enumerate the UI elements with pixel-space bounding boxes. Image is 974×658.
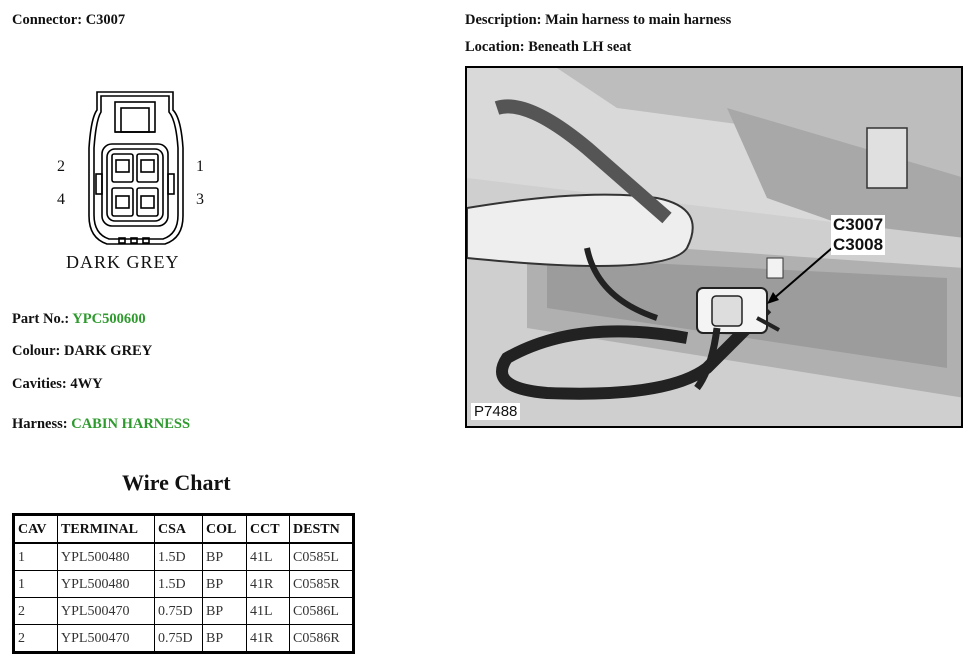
cell-cct: 41R <box>247 625 290 653</box>
cell-col: BP <box>203 571 247 598</box>
header-col: COL <box>203 515 247 544</box>
wire-chart-title: Wire Chart <box>122 470 231 495</box>
photo-reference: P7488 <box>471 403 520 420</box>
header-destn: DESTN <box>290 515 354 544</box>
cell-cct: 41R <box>247 571 290 598</box>
callout-c3007: C3007 <box>833 215 884 234</box>
header-cct: CCT <box>247 515 290 544</box>
cell-destn: C0585R <box>290 571 354 598</box>
harness-value[interactable]: CABIN HARNESS <box>71 416 191 432</box>
photo-callout <box>831 215 885 255</box>
cell-terminal: YPL500480 <box>58 543 155 571</box>
harness-label: Harness: <box>12 416 68 432</box>
callout-c3008: C3008 <box>833 235 884 254</box>
cavities-value: 4WY <box>70 376 103 392</box>
wire-chart-table <box>12 513 355 654</box>
table-row <box>14 571 354 598</box>
harness-line <box>12 416 190 433</box>
location-line <box>465 39 631 56</box>
location-photo <box>465 66 963 428</box>
cell-col: BP <box>203 625 247 653</box>
connector-label: Connector: <box>12 12 83 28</box>
colour-value: DARK GREY <box>63 343 153 359</box>
cell-destn: C0585L <box>290 543 354 571</box>
connector-line <box>12 12 125 29</box>
cell-terminal: YPL500470 <box>58 598 155 625</box>
table-row <box>14 543 354 571</box>
table-row <box>14 625 354 653</box>
part-no-value[interactable]: YPC500600 <box>72 311 146 327</box>
table-row <box>14 598 354 625</box>
cell-csa: 0.75D <box>155 598 203 625</box>
location-value: Beneath LH seat <box>528 39 632 55</box>
header-cav: CAV <box>14 515 58 544</box>
cell-destn: C0586R <box>290 625 354 653</box>
cell-cav: 2 <box>14 625 58 653</box>
pin-1-label: 1 <box>196 158 204 175</box>
cell-terminal: YPL500480 <box>58 571 155 598</box>
cell-cav: 1 <box>14 543 58 571</box>
connector-face-diagram <box>55 88 215 278</box>
cavities-label: Cavities: <box>12 376 67 392</box>
cell-csa: 1.5D <box>155 571 203 598</box>
cell-cct: 41L <box>247 598 290 625</box>
cell-cav: 2 <box>14 598 58 625</box>
cell-csa: 0.75D <box>155 625 203 653</box>
diagram-colour-text: DARK GREY <box>66 252 180 272</box>
pin-3-label: 3 <box>196 191 204 208</box>
pin-2-label: 2 <box>57 158 65 175</box>
description-label: Description: <box>465 12 542 28</box>
cell-cct: 41L <box>247 543 290 571</box>
pin-4-label: 4 <box>57 191 65 208</box>
cell-destn: C0586L <box>290 598 354 625</box>
part-no-line <box>12 311 146 328</box>
cell-col: BP <box>203 543 247 571</box>
cell-csa: 1.5D <box>155 543 203 571</box>
cavities-line <box>12 376 103 393</box>
table-header-row <box>14 515 354 544</box>
colour-label: Colour: <box>12 343 61 359</box>
description-value: Main harness to main harness <box>545 12 732 28</box>
cell-cav: 1 <box>14 571 58 598</box>
description-line <box>465 12 731 29</box>
part-no-label: Part No.: <box>12 311 70 327</box>
header-csa: CSA <box>155 515 203 544</box>
cell-terminal: YPL500470 <box>58 625 155 653</box>
colour-line <box>12 343 152 360</box>
location-label: Location: <box>465 39 525 55</box>
header-terminal: TERMINAL <box>58 515 155 544</box>
connector-value: C3007 <box>85 12 126 28</box>
cell-col: BP <box>203 598 247 625</box>
